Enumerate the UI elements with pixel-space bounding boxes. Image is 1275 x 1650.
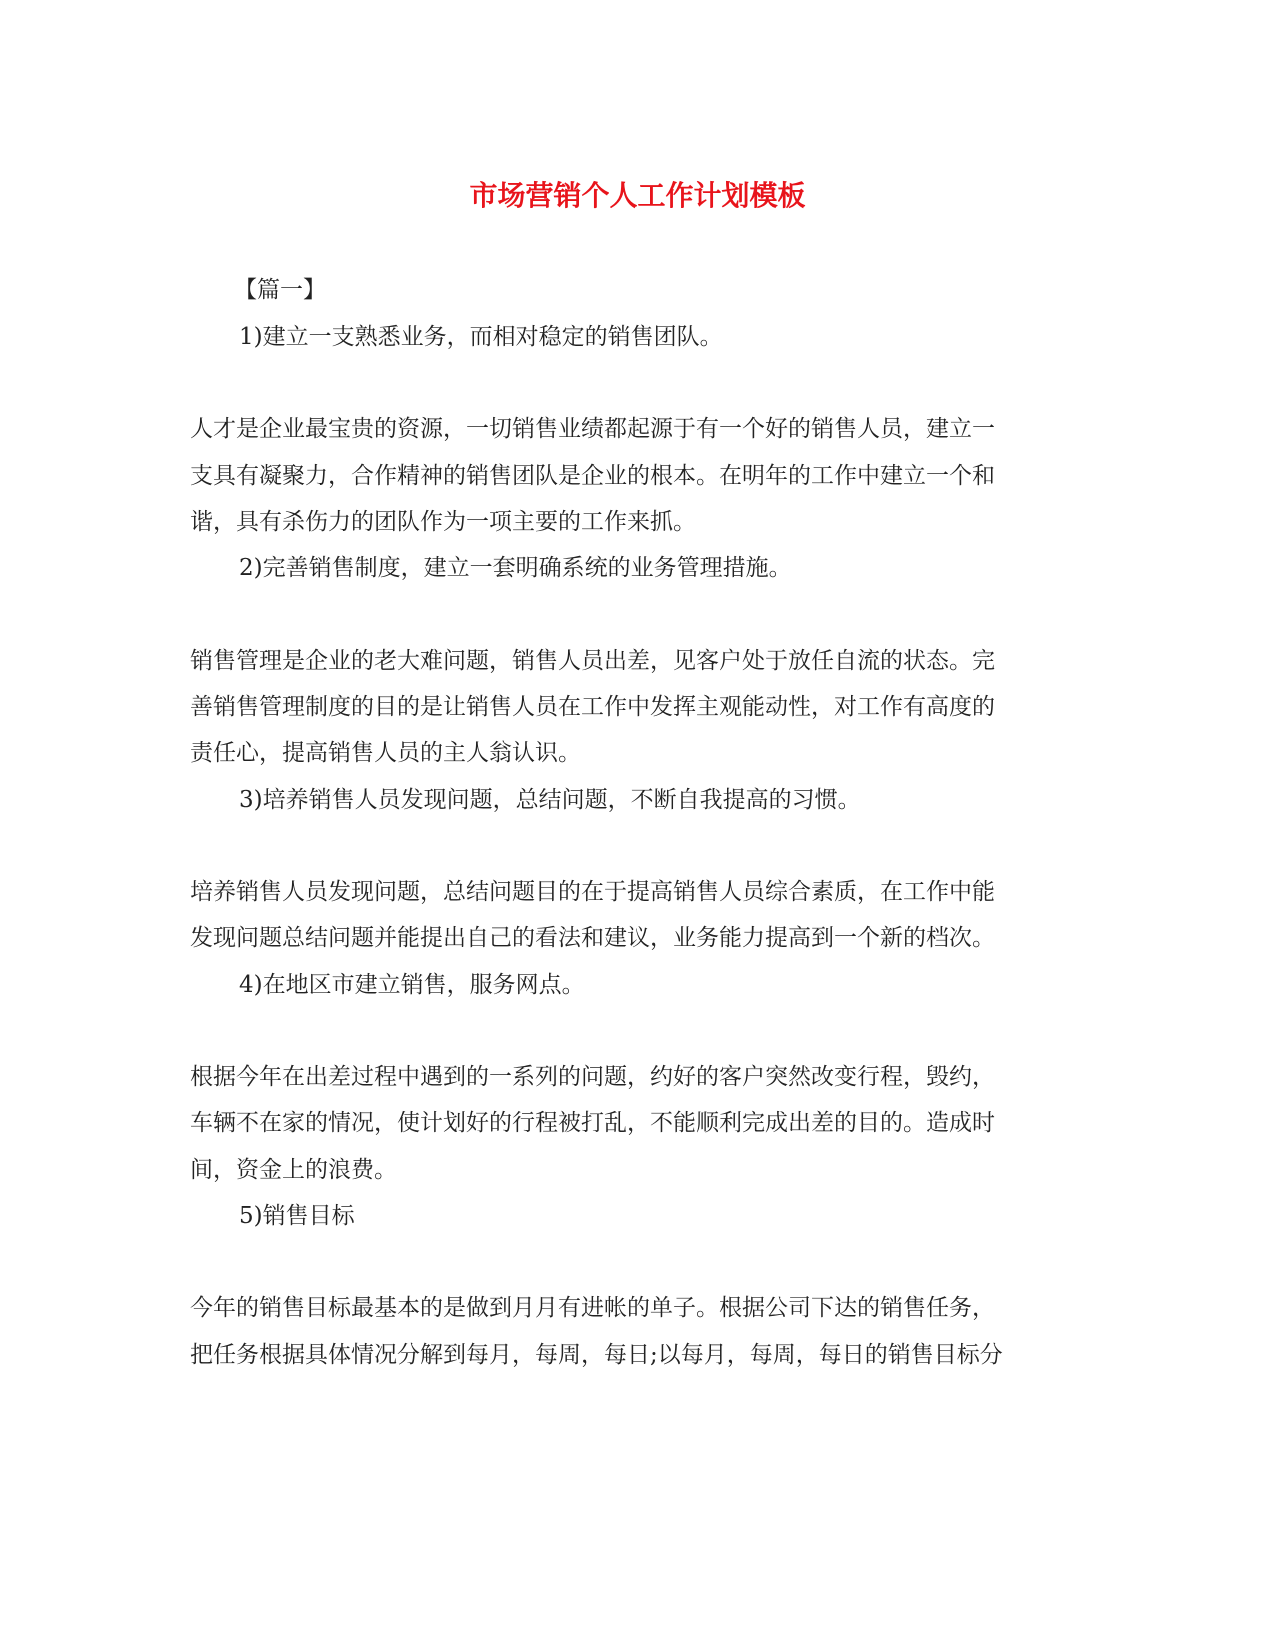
paragraph-line: 谐，具有杀伤力的团队作为一项主要的工作来抓。 <box>190 509 696 535</box>
document-title: 市场营销个人工作计划模板 <box>469 179 806 212</box>
list-item-heading: 5)销售目标 <box>239 1203 355 1229</box>
paragraph-line: 责任心，提高销售人员的主人翁认识。 <box>190 740 581 766</box>
paragraph-line: 把任务根据具体情况分解到每月，每周，每日;以每月，每周，每日的销售目标分 <box>190 1342 1003 1368</box>
paragraph-line: 今年的销售目标最基本的是做到月月有进帐的单子。根据公司下达的销售任务， <box>190 1295 995 1321</box>
paragraph-line: 善销售管理制度的目的是让销售人员在工作中发挥主观能动性，对工作有高度的 <box>190 694 995 720</box>
paragraph-line: 培养销售人员发现问题，总结问题目的在于提高销售人员综合素质，在工作中能 <box>190 879 995 905</box>
paragraph-line: 发现问题总结问题并能提出自己的看法和建议，业务能力提高到一个新的档次。 <box>190 925 995 951</box>
paragraph-line: 人才是企业最宝贵的资源，一切销售业绩都起源于有一个好的销售人员，建立一 <box>190 416 995 442</box>
section-label: 【篇一】 <box>234 277 326 303</box>
paragraph-line: 销售管理是企业的老大难问题，销售人员出差，见客户处于放任自流的状态。完 <box>190 648 995 674</box>
paragraph-line: 车辆不在家的情况，使计划好的行程被打乱，不能顺利完成出差的目的。造成时 <box>190 1110 995 1136</box>
list-item-heading: 2)完善销售制度，建立一套明确系统的业务管理措施。 <box>239 555 792 581</box>
paragraph-line: 支具有凝聚力，合作精神的销售团队是企业的根本。在明年的工作中建立一个和 <box>190 463 995 489</box>
list-item-heading: 4)在地区市建立销售，服务网点。 <box>239 972 585 998</box>
list-item-heading: 3)培养销售人员发现问题，总结问题，不断自我提高的习惯。 <box>239 787 861 813</box>
paragraph-line: 间，资金上的浪费。 <box>190 1157 397 1183</box>
paragraph-line: 根据今年在出差过程中遇到的一系列的问题，约好的客户突然改变行程，毁约， <box>190 1064 995 1090</box>
list-item-heading: 1)建立一支熟悉业务，而相对稳定的销售团队。 <box>239 324 723 350</box>
